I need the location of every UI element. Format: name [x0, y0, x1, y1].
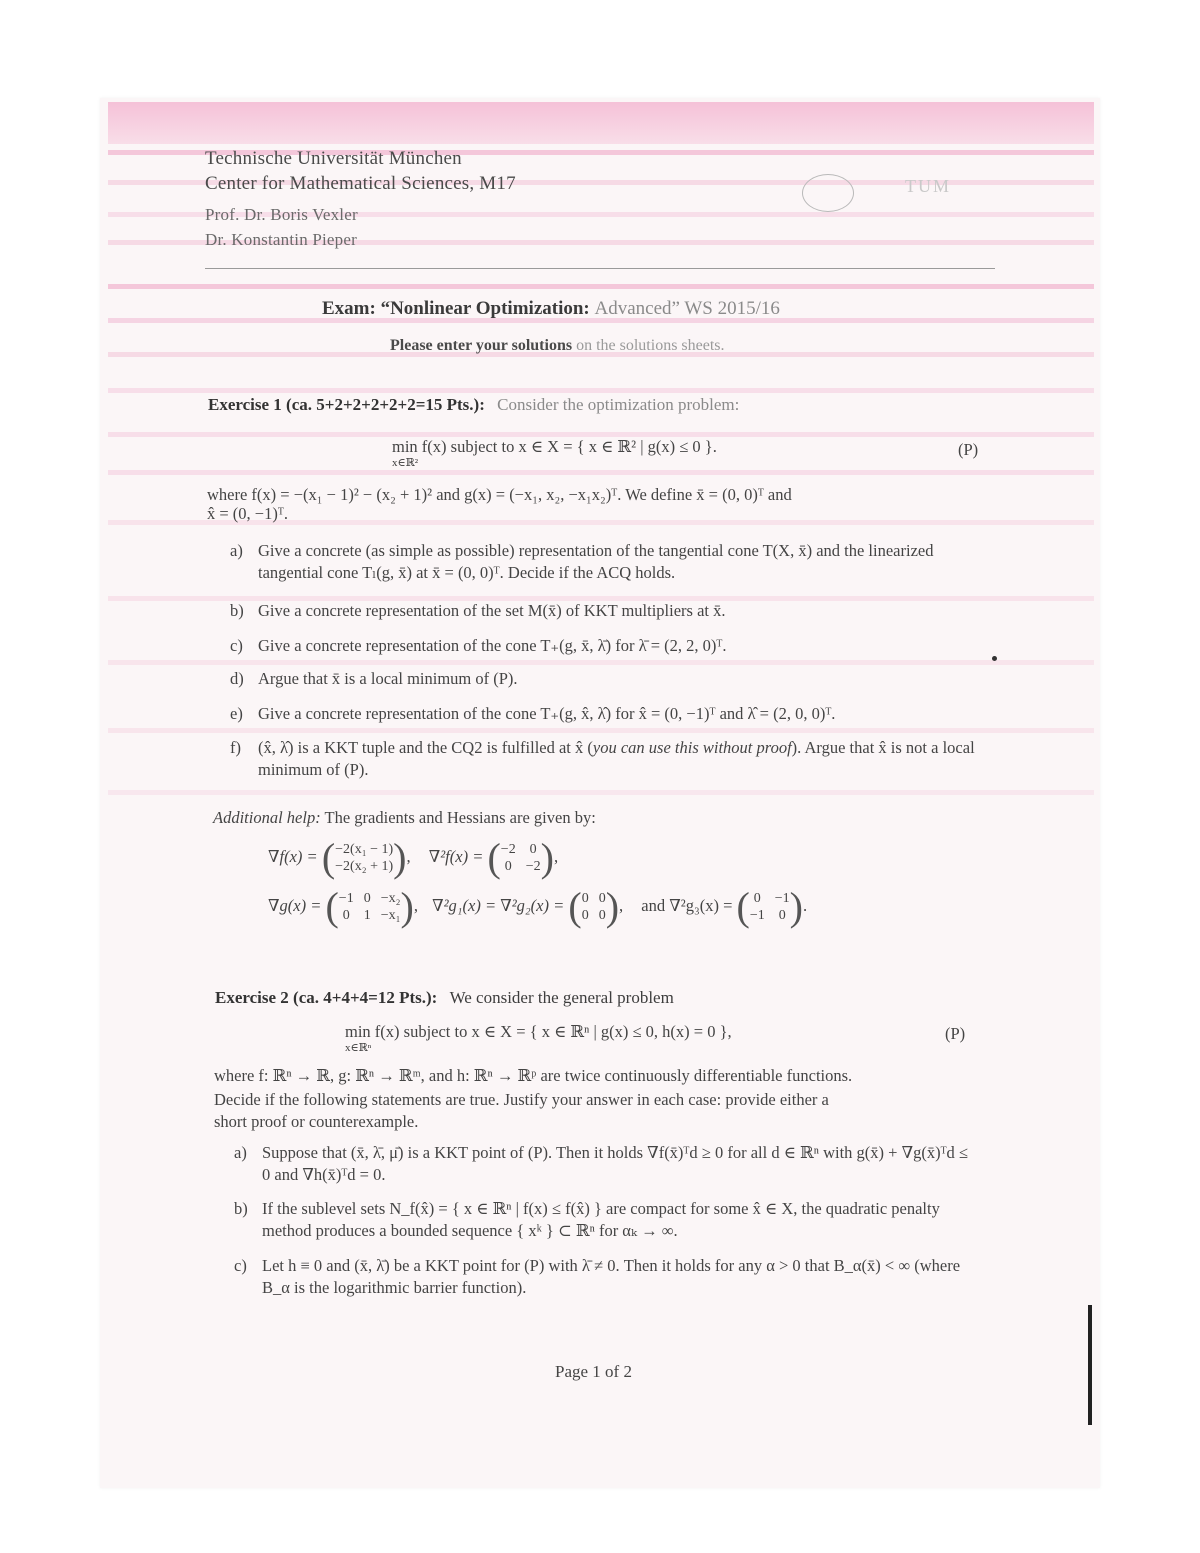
help-text: The gradients and Hessians are given by:: [324, 808, 596, 827]
item-text: [258, 737, 986, 781]
matrix-cell: 0: [581, 908, 589, 923]
hess-f-label: ∇²f(x) =: [428, 846, 484, 866]
exercise1-where-line2: x̂ = (0, −1)ᵀ.: [207, 504, 288, 523]
hess-g12-label: ∇²g₁(x) = ∇²g₂(x) =: [432, 895, 565, 915]
department-name: Center for Mathematical Sciences, M17: [205, 173, 516, 194]
exam-title-main: Exam: “Nonlinear Optimization:: [322, 298, 595, 319]
matrix-cell: 0: [581, 891, 589, 906]
matrix-cell: −x₁: [380, 908, 401, 923]
matrix-cell: 1: [363, 908, 371, 923]
item-text-main: (x̂, λ̂) is a KKT tuple and the CQ2 is fulfilled at x̂ (: [258, 738, 593, 757]
exercise2-item-a: [234, 1142, 974, 1186]
grad-f-label: ∇f(x) =: [268, 846, 318, 866]
grad-f-matrix: ( −2(x₁ − 1) −2(x₂ + 1) ): [321, 835, 407, 880]
matrix-cell: 0: [363, 891, 371, 906]
matrix-cell: −2: [525, 859, 541, 874]
item-label: b): [234, 1199, 248, 1218]
stripe: [108, 728, 1094, 733]
grad-g-label: ∇g(x) =: [268, 895, 322, 915]
exercise1-item-c: [230, 635, 727, 657]
exercise2-para1: where f: ℝⁿ → ℝ, g: ℝⁿ → ℝᵐ, and h: ℝⁿ → ℝᵖ are twice continuously differentiable functions.: [214, 1066, 853, 1085]
exam-title: [322, 298, 780, 320]
matrix-cell: −2(x₁ − 1): [335, 842, 394, 857]
exercise2-item-c: [234, 1255, 974, 1299]
university-name: Technische Universität München: [205, 148, 462, 169]
exercise2-problem-sub: x∈ℝⁿ: [345, 1042, 372, 1054]
exercise1-where-line1: where f(x) = −(x₁ − 1)² − (x₂ + 1)² and g(x) = (−x₁, x₂, −x₁x₂)ᵀ. We define x̄ = (0, 0)ᵀ and: [207, 485, 792, 504]
exercise2-item-b: [234, 1198, 974, 1242]
matrix-cell: −2: [500, 842, 516, 857]
item-text-emphasis: you can use this without proof: [592, 738, 792, 757]
scan-dot: [992, 656, 997, 661]
item-text: Give a concrete representation of the cone T₊(g, x̂, λ̂) for x̂ = (0, −1)ᵀ and λ̂ = (2, 0, 0)ᵀ.: [258, 704, 836, 723]
exercise2-problem-tag: (P): [945, 1024, 966, 1043]
item-label: e): [230, 704, 243, 723]
scan-edge-mark: [1088, 1305, 1092, 1425]
matrix-cell: −1: [774, 891, 790, 906]
exercise2-intro: We consider the general problem: [449, 988, 674, 1007]
gradient-f-row: ∇f(x) = ( −2(x₁ − 1) −2(x₂ + 1) ) , ∇²f(x) = ( −2 0 0 −2 ) ,: [268, 835, 559, 880]
stripe: [108, 790, 1094, 795]
exercise1-heading-row: [208, 395, 739, 415]
matrix-cell: 0: [753, 891, 761, 906]
matrix-cell: −1: [338, 891, 354, 906]
university-seal-icon: [802, 174, 854, 212]
item-label: a): [234, 1143, 247, 1162]
exercise1-problem-sub: x∈ℝ²: [392, 457, 419, 469]
exercise2-para2: Decide if the following statements are true. Justify your answer in each case: provide either a: [214, 1090, 829, 1109]
page-number: Page 1 of 2: [555, 1362, 632, 1381]
stripe: [108, 388, 1094, 393]
matrix-cell: 0: [598, 891, 606, 906]
stripe: [108, 660, 1094, 665]
hess-f-matrix: ( −2 0 0 −2 ): [487, 835, 554, 880]
item-text: Give a concrete representation of the set M(x̄) of KKT multipliers at x̄.: [258, 601, 726, 620]
tum-logo: TUM: [905, 176, 951, 196]
gradient-g-row: ∇g(x) = ( −1 0 −x₂ 0 1 −x₁ ) , ∇²g₁(x) = ∇²g₂(x) = ( 0 0 0 0 ) , and ∇²g₃(x) = ( 0 −1 −1 0 ) .: [268, 884, 808, 929]
item-label: a): [230, 541, 243, 560]
hess-g3-label: and ∇²g₃(x) =: [641, 895, 733, 915]
exercise2-para3: short proof or counterexample.: [214, 1112, 419, 1131]
exercise1-item-e: [230, 703, 835, 725]
exercise2-heading: Exercise 2 (ca. 4+4+4=12 Pts.):: [215, 988, 438, 1007]
instruction-main: Please enter your solutions: [390, 337, 577, 354]
exercise1-heading: Exercise 1 (ca. 5+2+2+2+2+2=15 Pts.):: [208, 395, 485, 414]
exercise2-heading-row: [215, 988, 674, 1008]
grad-g-matrix: ( −1 0 −x₂ 0 1 −x₁ ): [325, 884, 414, 929]
matrix-cell: 0: [598, 908, 606, 923]
item-text: Let h ≡ 0 and (x̄, λ̄) be a KKT point for (P) with λ̄ ≠ 0. Then it holds for any α > 0 that B_α(x̄) < ∞ (where B_α is the logarithmic barrier function).: [262, 1256, 961, 1297]
item-label: b): [230, 601, 244, 620]
exercise1-item-a: [230, 540, 990, 584]
item-text: Suppose that (x̄, λ̄, μ̄) is a KKT point of (P). Then it holds ∇f(x̄)ᵀd ≥ 0 for all d ∈ ℝⁿ with g(x̄) + ∇g(x̄)ᵀd ≤ 0 and ∇h(x̄)ᵀd = 0.: [262, 1143, 968, 1184]
item-label: d): [230, 669, 244, 688]
exercise1-problem: min f(x) subject to x ∈ X = { x ∈ ℝ² | g(x) ≤ 0 }.: [392, 437, 717, 456]
matrix-cell: 0: [342, 908, 350, 923]
exercise1-problem-tag: (P): [958, 440, 979, 459]
exercise1-item-f: [230, 737, 990, 781]
exercise1-intro: Consider the optimization problem:: [497, 395, 740, 414]
item-text: If the sublevel sets N_f(x̂) = { x ∈ ℝⁿ | f(x) ≤ f(x̂) } are compact for some x̂ ∈ X, the quadratic penalty method produces a bounded sequence { xᵏ } ⊂ ℝⁿ for αₖ → ∞.: [262, 1199, 940, 1240]
item-label: c): [230, 636, 243, 655]
item-text: Give a concrete (as simple as possible) representation of the tangential cone T(X, x̄) and the linearized tangential cone Tₗ(g, x̄) at x̄ = (0, 0)ᵀ. Decide if the ACQ holds.: [258, 541, 934, 582]
stripe: [108, 470, 1094, 475]
exam-title-faded: Advanced” WS 2015/16: [594, 298, 780, 319]
instruction-faded: on the solutions sheets.: [576, 337, 725, 354]
exercise1-item-b: [230, 600, 726, 622]
item-text: Argue that x̄ is a local minimum of (P).: [258, 669, 518, 688]
matrix-cell: 0: [778, 908, 786, 923]
exercise2-problem: min f(x) subject to x ∈ X = { x ∈ ℝⁿ | g(x) ≤ 0, h(x) = 0 },: [345, 1022, 732, 1041]
matrix-cell: −x₂: [380, 891, 401, 906]
assistant-name: Dr. Konstantin Pieper: [205, 230, 357, 249]
matrix-cell: −2(x₂ + 1): [335, 859, 394, 874]
item-label: f): [230, 738, 241, 757]
exercise1-item-d: [230, 668, 518, 690]
matrix-cell: −1: [749, 908, 765, 923]
matrix-cell: 0: [504, 859, 512, 874]
item-label: c): [234, 1256, 247, 1275]
hess-g3-matrix: ( 0 −1 −1 0 ): [736, 884, 803, 929]
hess-g12-matrix: ( 0 0 0 0 ): [568, 884, 620, 929]
header-pink-band: [108, 102, 1094, 144]
instruction: [390, 337, 725, 355]
professor-name: Prof. Dr. Boris Vexler: [205, 205, 358, 224]
item-text: Give a concrete representation of the cone T₊(g, x̄, λ̄) for λ̄ = (2, 2, 0)ᵀ.: [258, 636, 727, 655]
item-text-end: ). Argue that x̂ is not a local minimum of (P).: [258, 738, 975, 779]
stripe: [108, 284, 1094, 289]
help-label: Additional help:: [213, 808, 321, 827]
matrix-cell: 0: [529, 842, 537, 857]
header-divider: [205, 268, 995, 269]
additional-help: [213, 808, 596, 828]
